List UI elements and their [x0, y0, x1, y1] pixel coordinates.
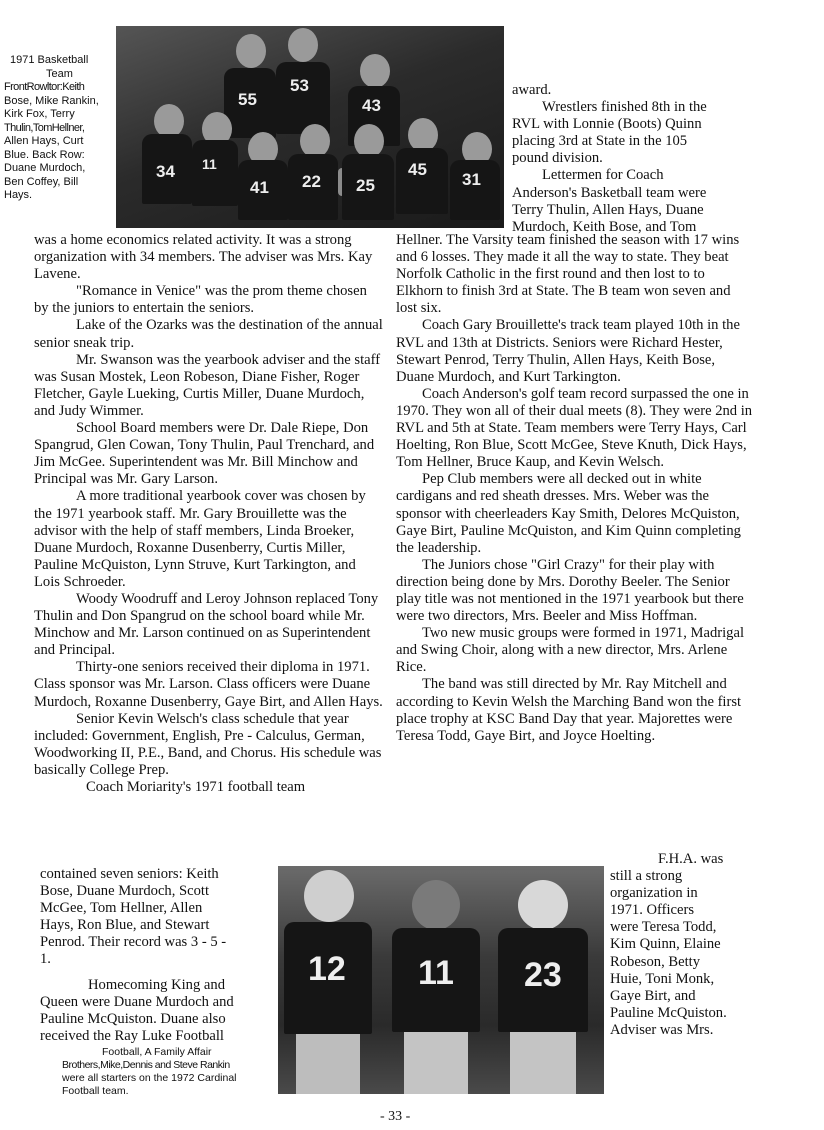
text-line: Murdoch, Keith Bose, and Tom [512, 218, 697, 235]
text-line: Bose, Duane Murdoch, Scott [40, 883, 210, 900]
text-line: Penrod. Their record was 3 - 5 - [40, 934, 227, 951]
jersey-number: 25 [356, 176, 375, 195]
paragraph: Lake of the Ozarks was the destination of the annual senior sneak trip. [34, 317, 383, 351]
text-line: Wrestlers finished 8th in the [542, 99, 707, 116]
right-top-text [512, 82, 818, 236]
caption-line: FrontRowltor:Keith [4, 81, 85, 93]
page-number: - 33 - [380, 1109, 411, 1124]
caption-line: 1971 Basketball [10, 54, 89, 66]
caption-line: Duane Murdoch, [4, 162, 86, 174]
jersey-number: 55 [238, 90, 257, 109]
text-line: contained seven seniors: Keith [40, 866, 219, 882]
caption-line: were all starters on the 1972 Cardinal [62, 1072, 237, 1084]
caption-line: Ben Coffey, Bill [4, 175, 79, 188]
paragraph: The Juniors chose "Girl Crazy" for their play with direction being done by Mrs. Dorothy Beeler. The Senior play title was not mentioned in the 1971 yearbook but there were two directors, Mrs. Beeler and Miss Hoffman. [396, 556, 744, 625]
text-line: still a strong [610, 868, 683, 885]
text-line: Pauline McQuiston. [610, 1004, 727, 1021]
text-line: Terry Thulin, Allen Hays, Duane [512, 201, 704, 218]
right-column [396, 232, 754, 745]
caption-line: Football team. [62, 1085, 129, 1097]
caption-line: Bose, Mike Rankin, [4, 94, 99, 107]
text-line: placing 3rd at State in the 105 [512, 133, 688, 150]
caption-line: Team [46, 67, 73, 80]
paragraph: Woody Woodruff and Leroy Johnson replaced Tony Thulin and Don Spangrud on the school board while Mr. Minchow and Mr. Larson continued on as Superintendent and Principal. [34, 590, 379, 659]
paragraph: School Board members were Dr. Dale Riepe, Don Spangrud, Glen Cowan, Tony Thulin, Paul Trenchard, and Jim McGee. Superintendent was Mr. Bill Minchow and Principal was Mr. Gary Larson. [34, 420, 375, 488]
text-line: F.H.A. was [658, 851, 724, 867]
jersey-number: 11 [202, 156, 217, 172]
paragraph: Thirty-one seniors received their diploma in 1971. Class sponsor was Mr. Larson. Class officers were Duane Murdoch, Roxanne Dusenberry, Gaye Birt, and Allen Hays. [34, 659, 383, 710]
text-line: Lettermen for Coach [542, 167, 664, 184]
paragraph: "Romance in Venice" was the prom theme chosen by the juniors to entertain the seniors. [34, 283, 367, 317]
caption-line: Brothers,Mike,Dennis and Steve Rankin [62, 1059, 230, 1071]
text-line: Pauline McQuiston. Duane also [40, 1010, 226, 1027]
caption-line: Blue. Back Row: [4, 148, 85, 161]
caption-line: Football, A Family Affair [102, 1046, 212, 1058]
paragraph: Mr. Swanson was the yearbook adviser and the staff was Susan Mostek, Leon Robeson, Diane Fisher, Roger Fletcher, Gayle Lueking, Curtis Miller, Duane Murdoch, and Judy Wimmer. [34, 351, 381, 419]
text-line: 1. [40, 951, 51, 968]
football-text [40, 866, 276, 1045]
text-line: Homecoming King and [88, 976, 225, 993]
left-column [34, 232, 384, 796]
fha-text [610, 851, 810, 1039]
paragraph: Hellner. The Varsity team finished the season with 17 wins and 6 losses. They made it all the way to state. They beat Norfolk Catholic in the first round and then lost to to Elkhorn to finish 3rd at State. The B team won seven and lost six. [396, 232, 740, 317]
paragraph: Two new music groups were formed in 1971, Madrigal and Swing Choir, along with a new director, Mrs. Arlene Rice. [396, 625, 744, 676]
text-line: 1971. Officers [610, 902, 695, 919]
text-line: Hays, Ron Blue, and Stewart [40, 917, 210, 934]
text-line: Huie, Toni Monk, [610, 970, 715, 987]
text-line: RVL with Lonnie (Boots) Quinn [512, 116, 702, 133]
paragraph: A more traditional yearbook cover was chosen by the 1971 yearbook staff. Mr. Gary Brouillette was the advisor with the help of staff members, Linda Broeker, Duane Murdoch, Roxanne Dusenberry, Curtis Miller, Pauline McQuiston, Lynn Struve, Kurt Tarkington, and Lois Schroeder. [34, 488, 366, 590]
paragraph: Coach Gary Brouillette's track team played 10th in the RVL and 13th at Districts. Seniors were Richard Hester, Stewart Penrod, Terry Thulin, Allen Hays, Keith Bose, Duane Murdoch, and Kurt Tarkington. [396, 317, 740, 385]
jersey-number: 23 [524, 956, 562, 994]
jersey-number: 45 [408, 160, 427, 179]
paragraph: Coach Anderson's golf team record surpassed the one in 1970. They won all of their dual meets (8). They were 2nd in RVL and 5th at State. Team members were Terry Hays, Carl Hoelting, Ron Blue, Scott McGee, Steve Knuth, Dick Hays, Tom Hellner, Bruce Kaup, and Kevin Welsch. [396, 385, 753, 471]
text-line: Kim Quinn, Elaine [610, 936, 721, 953]
text-line: organization in [610, 885, 698, 902]
basketball-caption [4, 54, 112, 203]
text-line: Adviser was Mrs. [610, 1021, 714, 1038]
paragraph: Pep Club members were all decked out in white cardigans and red sheath dresses. Mrs. Weber was the sponsor with cheerleaders Kay Smith, Delores McQuiston, Gaye Birt, Pauline McQuiston, and Kim Quinn completing the leadership. [396, 471, 741, 556]
text-line: award. [512, 82, 552, 98]
jersey-number: 11 [418, 954, 454, 992]
caption-line: Allen Hays, Curt [4, 135, 84, 147]
basketball-team-photo [116, 26, 504, 228]
caption-line: Hays. [4, 189, 33, 201]
text-line: pound division. [512, 150, 603, 167]
jersey-number: 31 [462, 170, 481, 189]
text-line: McGee, Tom Hellner, Allen [40, 900, 203, 917]
jersey-number: 43 [362, 96, 381, 115]
football-caption [62, 1046, 276, 1098]
text-line: Queen were Duane Murdoch and [40, 993, 234, 1010]
text-line: Anderson's Basketball team were [512, 184, 707, 201]
paragraph: Senior Kevin Welsch's class schedule that year included: Government, English, Pre - Calculus, German, Woodworking II, P.E., Band, and Chorus. His schedule was basically College Prep. [34, 710, 382, 778]
text-line: Robeson, Betty [610, 953, 700, 970]
caption-line: Kirk Fox, Terry [4, 108, 75, 120]
jersey-number: 34 [156, 162, 175, 181]
paragraph: The band was still directed by Mr. Ray Mitchell and according to Kevin Welsh the Marching Band won the first place trophy at KSC Band Day that year. Majorettes were Teresa Todd, Gaye Birt, and Joyce Hoelting. [396, 676, 742, 744]
paragraph: Coach Moriarity's 1971 football team [86, 779, 306, 795]
paragraph: was a home economics related activity. It was a strong organization with 34 members. The adviser was Mrs. Kay Lavene. [34, 232, 373, 283]
text-line: were Teresa Todd, [610, 919, 717, 936]
football-brothers-photo [278, 866, 604, 1094]
jersey-number: 53 [290, 76, 309, 95]
jersey-number: 41 [250, 178, 269, 197]
caption-line: Thulin,TomHellner, [4, 121, 85, 134]
jersey-number: 22 [302, 172, 321, 191]
text-line: received the Ray Luke Football [40, 1027, 224, 1044]
jersey-number: 12 [308, 950, 346, 988]
text-line: Gaye Birt, and [610, 987, 696, 1004]
